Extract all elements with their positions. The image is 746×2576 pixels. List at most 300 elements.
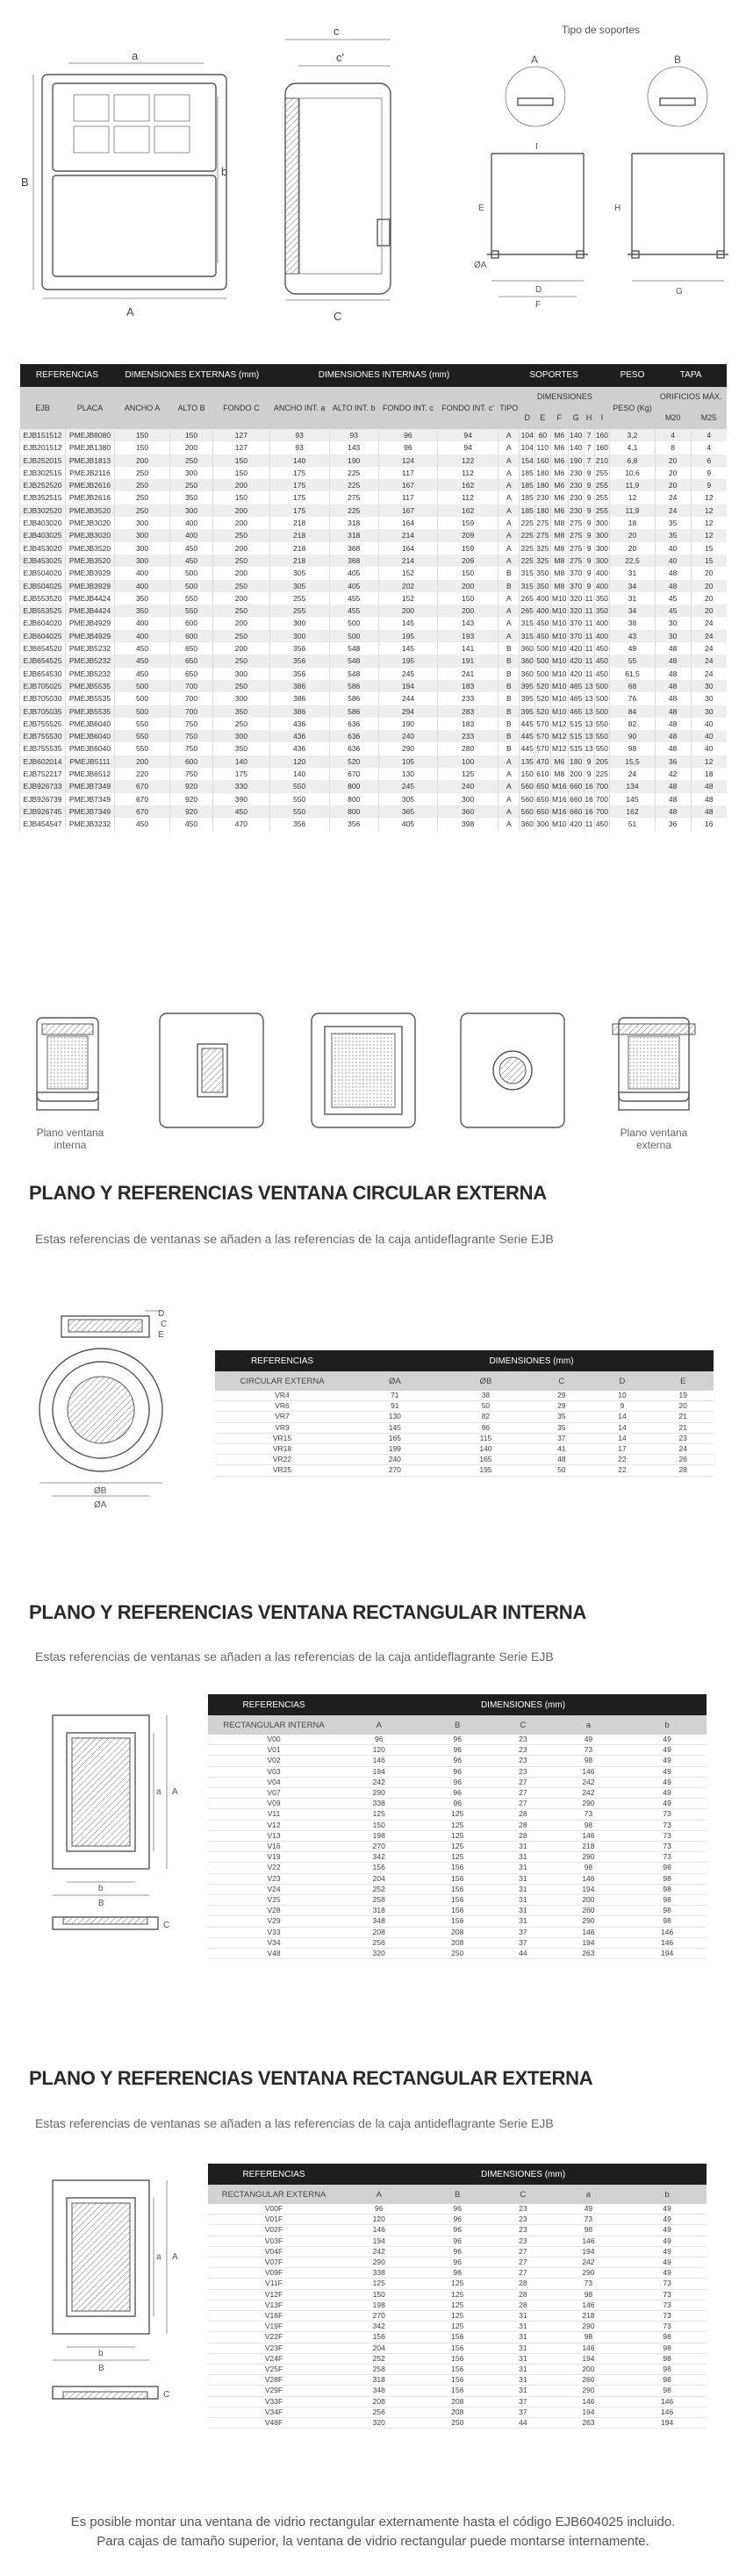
section-desc-circular: Estas referencias de ventanas se añaden a las referencias de la caja antideflagrante Serie EJB: [35, 1232, 554, 1246]
table-cell: 450: [114, 655, 169, 667]
rint-col-B: B: [418, 1715, 496, 1735]
table-cell: 20: [655, 467, 691, 479]
table-cell: 49: [628, 2236, 707, 2246]
table-cell: 180: [535, 467, 551, 479]
table-cell: 49: [549, 2204, 628, 2215]
table-cell: VR4: [215, 1391, 349, 1401]
table-cell: 315: [520, 567, 535, 579]
table-cell: 290: [378, 742, 437, 755]
table-cell: 40: [655, 555, 691, 567]
table-cell: 11: [584, 655, 594, 667]
table-cell: 96: [378, 441, 437, 454]
table-cell: 200: [438, 605, 499, 617]
table-cell: 27: [497, 1799, 549, 1809]
table-cell: 27: [497, 2268, 549, 2279]
table-cell: 300: [170, 504, 213, 517]
table-cell: PMEJB3520: [66, 542, 115, 555]
table-cell: 240: [378, 730, 437, 742]
table-row: [208, 2215, 707, 2225]
table-cell: 42: [655, 768, 691, 780]
table-cell: 208: [418, 1937, 496, 1948]
table-row: [20, 555, 728, 567]
table-cell: 550: [594, 730, 610, 742]
table-cell: 40: [691, 742, 727, 755]
table-cell: 290: [549, 1799, 628, 1809]
table-cell: 586: [329, 705, 378, 718]
table-cell: B: [499, 718, 520, 730]
circular-table-body: [215, 1391, 714, 1476]
table-cell: 145: [378, 642, 437, 655]
table-cell: 305: [269, 580, 329, 592]
table-cell: 31: [497, 1852, 549, 1863]
table-cell: 233: [438, 692, 499, 705]
table-cell: 73: [628, 2279, 707, 2289]
table-cell: M12: [550, 730, 568, 742]
support-a-detail: [506, 67, 565, 126]
table-cell: 11: [584, 630, 594, 642]
table-cell: PMEJB5111: [66, 755, 115, 768]
table-cell: 200: [212, 642, 269, 655]
table-row: [208, 2279, 707, 2289]
rint-col-b: b: [628, 1715, 707, 1735]
table-cell: 550: [269, 805, 329, 818]
table-cell: 125: [418, 2300, 496, 2310]
col-d: D: [520, 406, 535, 429]
table-cell: 96: [418, 2236, 496, 2246]
table-cell: M10: [550, 705, 568, 718]
table-cell: A: [499, 542, 520, 555]
rint-label-a: a: [156, 1787, 161, 1797]
table-cell: A: [499, 429, 520, 441]
table-cell: 204: [340, 2343, 418, 2353]
table-cell: 275: [568, 555, 584, 567]
table-cell: 18: [691, 768, 727, 780]
table-cell: B: [499, 680, 520, 692]
table-cell: PMEJB5232: [66, 655, 115, 667]
table-row: [208, 1809, 707, 1820]
circ-col-ob: ØB: [441, 1371, 532, 1391]
table-cell: 200: [212, 479, 269, 491]
table-cell: 96: [418, 1745, 496, 1756]
table-cell: 16: [691, 818, 727, 830]
table-cell: 40: [691, 730, 727, 742]
table-cell: 23: [497, 1766, 549, 1777]
table-cell: 98: [628, 2353, 707, 2364]
table-row: [208, 1788, 707, 1799]
table-row: [20, 655, 728, 667]
table-cell: 145: [349, 1422, 441, 1433]
table-cell: 140: [212, 755, 269, 768]
table-row: [215, 1401, 714, 1412]
table-cell: 30: [691, 692, 727, 705]
table-cell: 48: [655, 567, 691, 579]
table-cell: 660: [568, 780, 584, 792]
table-cell: PMEJB4424: [66, 592, 115, 605]
table-cell: 200: [378, 605, 437, 617]
table-cell: B: [499, 730, 520, 742]
table-cell: 560: [520, 780, 535, 792]
table-cell: 98: [628, 1873, 707, 1884]
table-cell: 360: [520, 642, 535, 655]
table-cell: 348: [340, 1916, 418, 1927]
table-cell: 146: [549, 1927, 628, 1937]
table-cell: 11: [584, 642, 594, 655]
table-cell: M10: [550, 818, 568, 830]
table-cell: PMEJB3020: [66, 517, 115, 529]
table-cell: 350: [212, 705, 269, 718]
table-cell: 146: [549, 1873, 628, 1884]
table-cell: 156: [418, 1906, 496, 1916]
table-cell: EJB553525: [20, 605, 66, 617]
table-cell: EJB755535: [20, 742, 66, 755]
header-dim-internas: DIMENSIONES INTERNAS (mm): [269, 364, 498, 387]
table-cell: 156: [340, 2332, 418, 2343]
table-cell: 300: [594, 555, 610, 567]
table-cell: 73: [628, 2289, 707, 2300]
table-row: [20, 668, 728, 680]
table-cell: 31: [497, 2375, 549, 2386]
table-cell: 146: [549, 2236, 628, 2246]
table-cell: 250: [418, 1949, 496, 1959]
table-cell: 13: [584, 742, 594, 755]
table-cell: 436: [269, 742, 329, 755]
rint-col-a: a: [549, 1715, 628, 1735]
table-cell: 218: [269, 542, 329, 555]
table-cell: 140: [269, 454, 329, 467]
table-cell: 31: [497, 1873, 549, 1884]
table-cell: 600: [170, 755, 213, 768]
table-cell: 49: [628, 2225, 707, 2236]
table-row: [208, 1937, 707, 1948]
table-cell: 800: [329, 805, 378, 818]
table-cell: V19: [208, 1852, 340, 1863]
table-row: [215, 1391, 714, 1401]
table-cell: 660: [568, 793, 584, 805]
table-cell: 9: [584, 467, 594, 479]
table-cell: 9: [584, 567, 594, 579]
label-c: c: [334, 25, 340, 38]
table-cell: 350: [114, 605, 169, 617]
table-cell: V00: [208, 1735, 340, 1745]
table-cell: M6: [550, 479, 568, 491]
table-cell: M12: [550, 718, 568, 730]
table-cell: 98: [628, 1906, 707, 1916]
table-row: [208, 1842, 707, 1852]
table-row: [20, 768, 728, 780]
table-cell: 550: [170, 605, 213, 617]
table-cell: 9: [584, 555, 594, 567]
table-cell: 105: [378, 755, 437, 768]
table-cell: 23: [497, 1756, 549, 1766]
table-cell: 325: [535, 555, 551, 567]
table-cell: 700: [594, 793, 610, 805]
table-cell: 150: [170, 429, 213, 441]
table-cell: 500: [170, 567, 213, 579]
table-cell: 24: [655, 491, 691, 504]
table-cell: M12: [550, 742, 568, 755]
table-cell: 20: [610, 529, 656, 541]
table-row: [208, 1830, 707, 1841]
table-cell: 194: [549, 1937, 628, 1948]
table-cell: 31: [497, 1906, 549, 1916]
table-cell: V34: [208, 1937, 340, 1948]
table-row: [208, 1884, 707, 1894]
table-cell: EJB302515: [20, 467, 66, 479]
table-row: [215, 1433, 714, 1443]
table-cell: 159: [438, 517, 499, 529]
table-cell: 9: [584, 755, 594, 768]
table-cell: 9: [584, 504, 594, 517]
table-cell: V01: [208, 1745, 340, 1756]
table-cell: 125: [340, 2279, 418, 2289]
table-cell: 325: [535, 542, 551, 555]
table-cell: B: [499, 567, 520, 579]
table-cell: VR18: [215, 1444, 349, 1455]
table-cell: 20: [653, 1401, 714, 1412]
table-cell: 12: [691, 491, 727, 504]
table-cell: M10: [550, 592, 568, 605]
table-cell: 96: [418, 1788, 496, 1799]
table-cell: 146: [628, 1937, 707, 1948]
table-cell: 4: [655, 429, 691, 441]
table-cell: V03F: [208, 2236, 340, 2246]
table-cell: 255: [594, 504, 610, 517]
table-cell: 124: [378, 454, 437, 467]
table-cell: 96: [340, 1735, 418, 1745]
table-cell: 195: [441, 1465, 532, 1476]
table-cell: 145: [378, 617, 437, 629]
rext-label-b: b: [98, 2349, 104, 2358]
col-fondo-int-c-prime: FONDO INT. c': [438, 387, 499, 429]
table-cell: V22: [208, 1863, 340, 1873]
table-cell: 31: [497, 2386, 549, 2396]
table-cell: 208: [418, 1927, 496, 1937]
table-cell: 315: [520, 617, 535, 629]
table-cell: PMEJB5535: [66, 705, 115, 718]
table-cell: 245: [378, 668, 437, 680]
support-b-detail: [648, 67, 707, 126]
col-h: H: [584, 406, 594, 429]
table-cell: 356: [269, 655, 329, 667]
table-cell: 356: [329, 818, 378, 830]
table-cell: 436: [269, 730, 329, 742]
table-cell: 98: [628, 1884, 707, 1894]
table-cell: 225: [520, 555, 535, 567]
table-cell: 500: [535, 668, 551, 680]
table-cell: M8: [550, 517, 568, 529]
label-A: A: [126, 305, 134, 318]
table-cell: 360: [438, 805, 499, 818]
table-cell: 146: [549, 2396, 628, 2407]
table-cell: 120: [340, 2215, 418, 2225]
table-cell: EJB755530: [20, 730, 66, 742]
circular-label-D: D: [158, 1309, 165, 1319]
table-cell: 156: [418, 2353, 496, 2364]
table-cell: 194: [549, 1884, 628, 1894]
table-cell: 49: [628, 2204, 707, 2215]
table-cell: A: [499, 529, 520, 541]
table-row: [208, 2300, 707, 2310]
table-cell: 68: [610, 680, 656, 692]
table-cell: A: [499, 504, 520, 517]
table-cell: 360: [520, 655, 535, 667]
table-cell: 73: [628, 1830, 707, 1841]
table-cell: 117: [378, 467, 437, 479]
table-cell: 49: [628, 2258, 707, 2268]
table-cell: 156: [418, 2386, 496, 2396]
rext-label-B: B: [98, 2364, 104, 2373]
table-cell: 15: [691, 555, 727, 567]
table-cell: 4: [691, 429, 727, 441]
table-cell: PMEJB6040: [66, 742, 115, 755]
section-title-rect-externa: PLANO Y REFERENCIAS VENTANA RECTANGULAR EXTERNA: [29, 2067, 593, 2089]
table-cell: 73: [628, 2311, 707, 2322]
table-cell: 420: [568, 655, 584, 667]
table-cell: 300: [114, 529, 169, 541]
table-cell: V16: [208, 1842, 340, 1852]
table-row: [208, 2225, 707, 2236]
table-cell: EJB553520: [20, 592, 66, 605]
table-cell: 40: [691, 718, 727, 730]
table-cell: 342: [340, 1852, 418, 1863]
table-cell: 252: [340, 1884, 418, 1894]
table-cell: 156: [340, 1863, 418, 1873]
table-cell: 135: [520, 755, 535, 768]
table-cell: 49: [628, 1799, 707, 1809]
table-cell: 93: [329, 429, 378, 441]
table-cell: 24: [610, 768, 656, 780]
table-cell: 270: [349, 1465, 441, 1476]
table-cell: 318: [329, 517, 378, 529]
table-cell: 202: [378, 580, 437, 592]
table-cell: 49: [628, 1766, 707, 1777]
table-cell: 400: [594, 630, 610, 642]
table-cell: 300: [269, 617, 329, 629]
table-cell: 200: [549, 2365, 628, 2375]
table-row: [215, 1455, 714, 1465]
table-cell: 455: [329, 605, 378, 617]
table-cell: 160: [594, 429, 610, 441]
table-row: [208, 1766, 707, 1777]
rect-externa-drawing: [0, 2163, 202, 2461]
table-cell: 11: [584, 668, 594, 680]
table-cell: 650: [170, 655, 213, 667]
table-cell: PMEJB2116: [66, 467, 115, 479]
table-cell: 225: [329, 479, 378, 491]
table-cell: 13: [584, 680, 594, 692]
table-cell: 368: [329, 542, 378, 555]
table-cell: 20: [610, 542, 656, 555]
table-cell: 250: [114, 491, 169, 504]
circ-col-c: C: [531, 1371, 592, 1391]
table-cell: 500: [170, 580, 213, 592]
table-cell: 175: [269, 467, 329, 479]
table-row: [20, 580, 728, 592]
table-cell: 48: [655, 642, 691, 655]
table-cell: 218: [269, 517, 329, 529]
table-row: [208, 2236, 707, 2246]
table-cell: PMEJB4929: [66, 630, 115, 642]
table-cell: PMEJB8080: [66, 429, 115, 441]
table-cell: 11: [584, 617, 594, 629]
table-cell: A: [499, 555, 520, 567]
table-cell: 185: [520, 491, 535, 504]
table-row: [208, 2375, 707, 2386]
table-cell: M6: [550, 454, 568, 467]
section-title-rect-interna: PLANO Y REFERENCIAS VENTANA RECTANGULAR INTERNA: [29, 1601, 586, 1623]
table-cell: 450: [212, 805, 269, 818]
col-g: G: [568, 406, 584, 429]
table-cell: PMEJB5535: [66, 680, 115, 692]
table-cell: 225: [329, 504, 378, 517]
table-cell: 146: [628, 1927, 707, 1937]
table-cell: 800: [329, 780, 378, 792]
table-cell: 209: [438, 529, 499, 541]
table-cell: 300: [114, 517, 169, 529]
table-cell: 7: [584, 429, 594, 441]
table-cell: M6: [550, 429, 568, 441]
table-row: [20, 592, 728, 605]
table-cell: 146: [628, 2396, 707, 2407]
table-cell: 242: [340, 2246, 418, 2257]
table-cell: 214: [378, 555, 437, 567]
rext-label-A: A: [172, 2252, 178, 2262]
external-window-section-drawing: [613, 1018, 695, 1110]
table-cell: V33: [208, 1927, 340, 1937]
table-row: [208, 2322, 707, 2332]
table-cell: 8: [655, 441, 691, 454]
table-cell: 6,8: [610, 454, 656, 467]
table-cell: 37: [497, 1927, 549, 1937]
table-cell: 34: [610, 580, 656, 592]
table-cell: 600: [170, 617, 213, 629]
table-cell: 386: [269, 692, 329, 705]
table-cell: EJB752217: [20, 768, 66, 780]
table-cell: 195: [378, 630, 437, 642]
table-cell: 244: [378, 692, 437, 705]
table-cell: 250: [212, 580, 269, 592]
table-cell: M10: [550, 630, 568, 642]
table-cell: 98: [549, 2225, 628, 2236]
table-cell: 24: [691, 668, 727, 680]
table-cell: EJB504020: [20, 567, 66, 579]
table-cell: 112: [438, 491, 499, 504]
table-cell: 210: [594, 454, 610, 467]
table-cell: PMEJB3020: [66, 529, 115, 541]
table-cell: EJB654525: [20, 655, 66, 667]
table-cell: 38: [441, 1391, 532, 1401]
table-cell: EJB454547: [20, 818, 66, 830]
table-cell: 73: [628, 1842, 707, 1852]
table-cell: 94: [438, 441, 499, 454]
table-cell: 199: [349, 1444, 441, 1455]
col-i: I: [594, 406, 610, 429]
table-cell: V24F: [208, 2353, 340, 2364]
table-row: [20, 542, 728, 555]
table-cell: 96: [418, 2225, 496, 2236]
section-title-circular: PLANO Y REFERENCIAS VENTANA CIRCULAR EXTERNA: [29, 1182, 547, 1204]
table-cell: 560: [520, 805, 535, 818]
table-cell: 400: [170, 517, 213, 529]
table-cell: M16: [550, 793, 568, 805]
table-cell: 290: [549, 1916, 628, 1927]
table-cell: 920: [170, 780, 213, 792]
table-cell: 586: [329, 680, 378, 692]
table-cell: 36: [655, 818, 691, 830]
table-cell: 37: [497, 2407, 549, 2417]
col-m25: M25: [691, 406, 727, 429]
table-row: [20, 730, 728, 742]
